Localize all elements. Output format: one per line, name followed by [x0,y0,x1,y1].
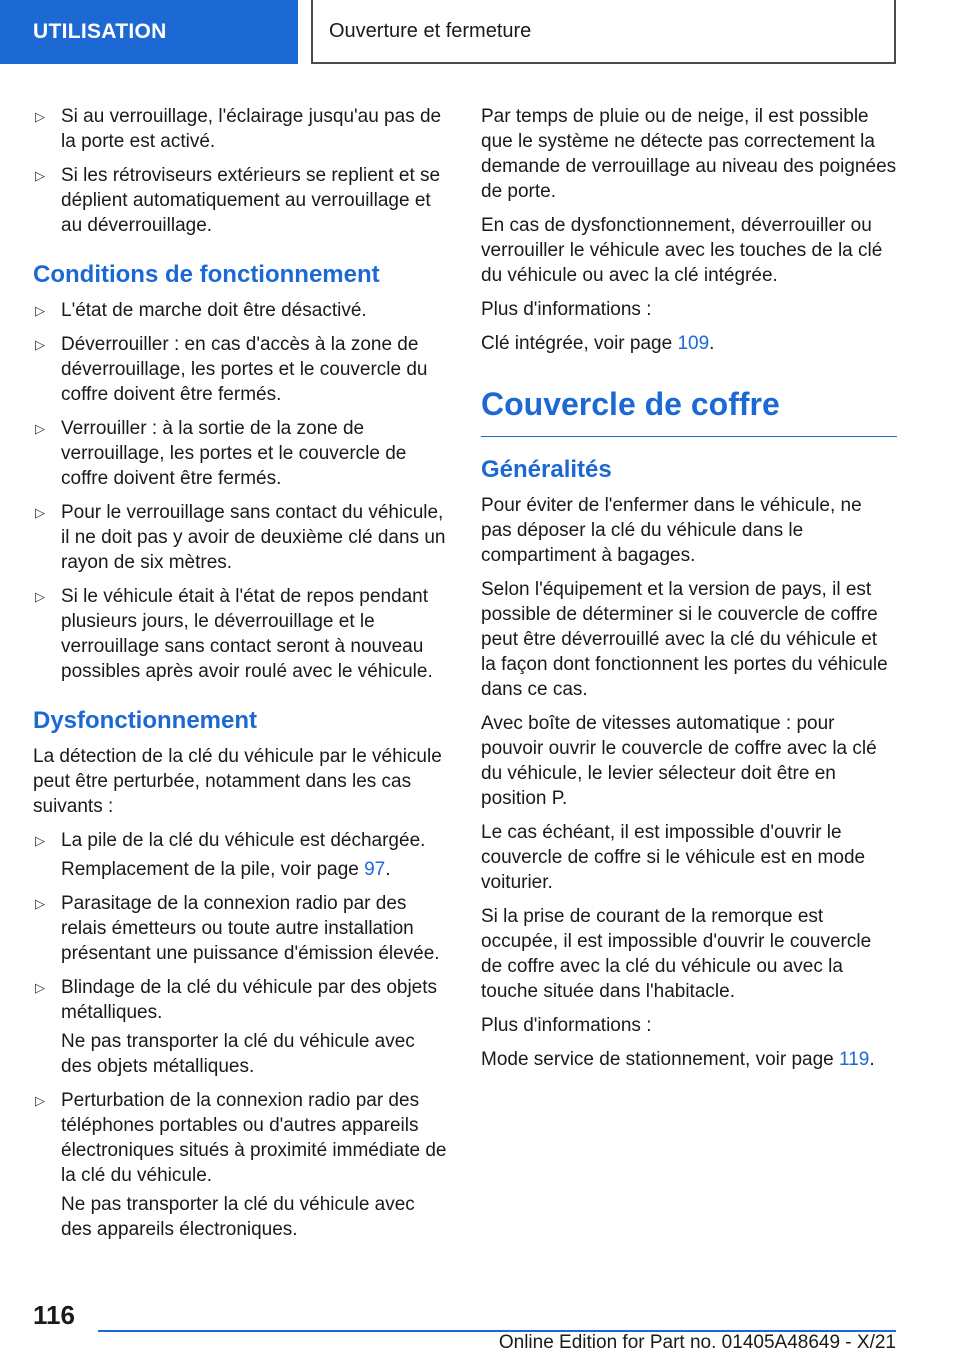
page-link-97[interactable]: 97 [364,859,386,880]
chapter-header [311,0,896,64]
chapter-title: Ouverture et fermeture [329,19,532,42]
triangle-bullet-icon: ▷ [35,421,45,436]
paragraph: En cas de dysfonctionnement, déverrouiller ou verrouiller le véhicule avec les touches de la clé du véhicule ou avec la clé intégrée. [481,215,883,286]
section-title: UTILISATION [33,20,167,43]
triangle-bullet-icon: ▷ [35,109,45,124]
malfunction-intro: La détection de la clé du véhicule par le véhicule peut être perturbée, notamment dans les cas suivants : [33,746,442,817]
list-item: ▷ Déverrouiller : en cas d'accès à la zone de déverrouillage, les portes et le couvercle du coffre doivent être fermés. [35,334,428,405]
list-item: ▷ Pour le verrouillage sans contact du véhicule, il ne doit pas y avoir de deuxième clé dans un rayon de six mètres. [35,502,446,573]
triangle-bullet-icon: ▷ [35,1093,45,1108]
page-number: 116 [33,1300,75,1330]
triangle-bullet-icon: ▷ [35,303,45,318]
left-column [33,104,449,1251]
paragraph: Mode service de stationnement, voir page 119. [481,1049,875,1070]
right-column [481,104,897,1081]
paragraph: Par temps de pluie ou de neige, il est possible que le système ne détecte pas correctement la demande de verrouillage au niveau des poignées de porte. [481,106,897,202]
paragraph: Selon l'équipement et la version de pays, il est possible de déterminer si le couvercle de coffre peut être déverrouillé avec la clé du véhicule et la façon dont fonctionnent les portes du véhicule dans ce cas. [481,579,888,700]
paragraph: Avec boîte de vitesses automatique : pour pouvoir ouvrir le couvercle de coffre avec la clé du véhicule, le levier sélecteur doit être en position P. [481,713,877,809]
malfunction-bullet-list [33,828,449,1242]
triangle-bullet-icon: ▷ [35,168,45,183]
list-item: ▷ Perturbation de la connexion radio par des téléphones portables ou d'autres appareils électroniques situés à proximité immédiate de la clé du véhicule. Ne pas transporter la clé du véhicule avec des appareils électroniques. [33,1088,449,1242]
paragraph: Si la prise de courant de la remorque est occupée, il est impossible d'ouvrir le couvercle de coffre avec la clé du véhicule ou avec la touche située dans l'habitacle. [481,906,872,1002]
page-link-109[interactable]: 109 [677,333,710,354]
section-tab [0,0,298,64]
general-heading: Généralités [481,456,612,483]
list-item: ▷ L'état de marche doit être désactivé. [35,300,367,321]
triangle-bullet-icon: ▷ [35,833,45,848]
electronics-advice: Ne pas transporter la clé du véhicule avec des appareils électroniques. [61,1194,415,1240]
triangle-bullet-icon: ▷ [35,896,45,911]
list-item: ▷ Blindage de la clé du véhicule par des objets métalliques. Ne pas transporter la clé du véhicule avec des objets métalliques. [33,975,449,1079]
triangle-bullet-icon: ▷ [35,337,45,352]
list-item: ▷ Si les rétroviseurs extérieurs se replient et se déplient automatiquement au verrouillage et au déverrouillage. [35,165,441,236]
triangle-bullet-icon: ▷ [35,505,45,520]
paragraph: Plus d'informations : [481,299,652,320]
paragraph: Plus d'informations : [481,1015,652,1036]
list-item: ▷ Si au verrouillage, l'éclairage jusqu'au pas de la porte est activé. [35,106,442,152]
paragraph: Clé intégrée, voir page 109. [481,333,715,354]
list-item: ▷ Verrouiller : à la sortie de la zone de verrouillage, les portes et le couvercle de coffre doivent être fermés. [35,418,407,489]
list-item: ▷ Si le véhicule était à l'état de repos pendant plusieurs jours, le déverrouillage et le verrouillage sans contact seront à nouveau possibles après avoir roulé avec le véhicule. [35,586,433,682]
triangle-bullet-icon: ▷ [35,980,45,995]
paragraph: Pour éviter de l'enfermer dans le véhicule, ne pas déposer la clé du véhicule dans le compartiment à bagages. [481,495,862,566]
malfunction-heading: Dysfonctionnement [33,707,258,734]
list-item: ▷ Parasitage de la connexion radio par des relais émetteurs ou toute autre installation présentant une puissance d'émission élevée. [35,893,440,964]
triangle-bullet-icon: ▷ [35,589,45,604]
battery-reference: Remplacement de la pile, voir page 97. [61,859,391,880]
trunk-lid-heading: Couvercle de coffre [481,384,897,437]
edition-footer: Online Edition for Part no. 01405A48649 - X/21 [498,1332,896,1353]
conditions-bullet-list [33,298,449,684]
page-link-119[interactable]: 119 [839,1049,870,1070]
conditions-heading: Conditions de fonctionnement [33,261,380,288]
list-item: ▷ La pile de la clé du véhicule est déchargée. Remplacement de la pile, voir page 97. [33,828,449,882]
intro-bullet-list [33,104,449,238]
paragraph: Le cas échéant, il est impossible d'ouvrir le couvercle de coffre si le véhicule est en mode voiturier. [481,822,866,893]
metal-advice: Ne pas transporter la clé du véhicule avec des objets métalliques. [61,1031,415,1077]
